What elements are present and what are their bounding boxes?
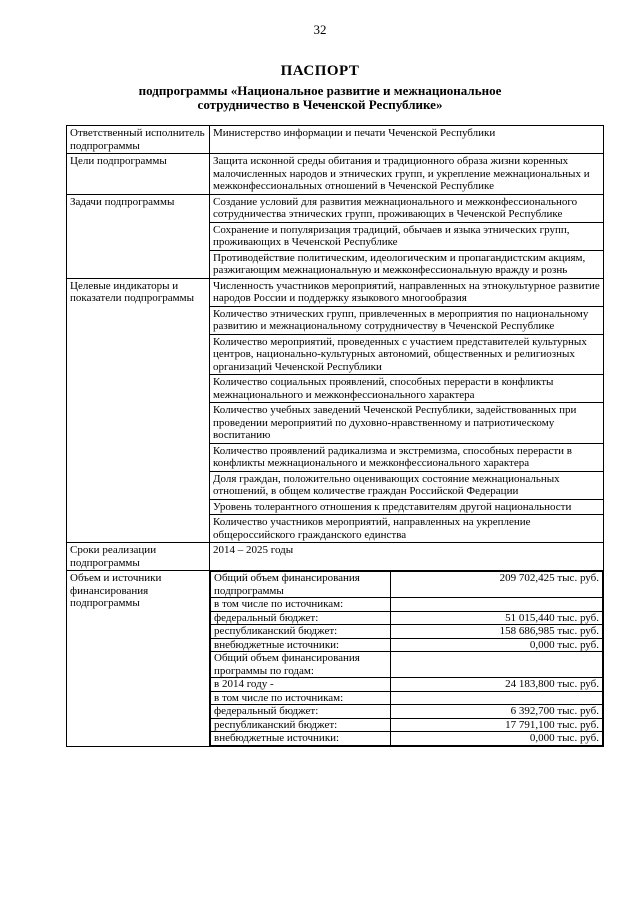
indicator-item: Количество участников мероприятий, направленных на укрепление общероссийского гражданского единства	[210, 515, 604, 543]
tasks-row	[67, 194, 604, 222]
goals-value: Защита исконной среды обитания и традиционного образа жизни коренных малочисленных народов и этнических групп, и укрепление межнациональных и межконфессиональных отношений в Чеченской Республике	[210, 154, 604, 195]
funding-extra-2014-label: внебюджетные источники:	[211, 732, 391, 746]
period-value: 2014 – 2025 годы	[210, 543, 604, 571]
funding-2014-amount: 24 183,800 тыс. руб.	[391, 678, 603, 692]
indicator-item: Количество социальных проявлений, способных перерасти в конфликты межнационального и межконфессионального характера	[210, 375, 604, 403]
funding-extra-amount: 0,000 тыс. руб.	[391, 638, 603, 652]
period-label: Сроки реализации подпрограммы	[67, 543, 210, 571]
funding-by-year-label: Общий объем финансирования программы по годам:	[211, 652, 391, 678]
funding-republic-2014-amount: 17 791,100 тыс. руб.	[391, 718, 603, 732]
task-item: Противодействие политическим, идеологическим и пропагандистским акциям, разжигающим межнациональную и межконфессиональную вражду и рознь	[210, 250, 604, 278]
goals-row	[67, 154, 604, 195]
indicators-row	[67, 278, 604, 306]
funding-empty-cell	[391, 691, 603, 705]
funding-extra-2014-amount: 0,000 тыс. руб.	[391, 732, 603, 746]
indicators-label: Целевые индикаторы и показатели подпрограммы	[67, 278, 210, 543]
indicator-item: Доля граждан, положительно оценивающих состояние межнациональных отношений, в общем количестве граждан Российской Федерации	[210, 471, 604, 499]
executor-label: Ответственный исполнитель подпрограммы	[67, 126, 210, 154]
indicator-item: Количество мероприятий, проведенных с участием представителей культурных центров, национально-культурных автономий, общественных и религиозных организаций Чеченской Республики	[210, 334, 604, 375]
passport-table	[66, 125, 604, 747]
indicator-item: Уровень толерантного отношения к представителям другой национальности	[210, 499, 604, 515]
funding-federal-amount: 51 015,440 тыс. руб.	[391, 611, 603, 625]
document-subtitle: подпрограммы «Национальное развитие и межнациональное сотрудничество в Чеченской Республике»	[138, 83, 502, 112]
funding-label: Объем и источники финансирования подпрограммы	[67, 571, 210, 747]
funding-cell	[210, 571, 604, 747]
funding-table	[210, 571, 603, 746]
funding-by-source-label: в том числе по источникам:	[211, 598, 391, 612]
indicator-item: Количество этнических групп, привлеченных в мероприятия по национальному развитию и межнациональному сотрудничеству в Чеченской Республике	[210, 306, 604, 334]
funding-empty-cell	[391, 598, 603, 612]
indicator-item: Количество проявлений радикализма и экстремизма, способных перерасти в конфликты межнационального и межконфессионального характера	[210, 443, 604, 471]
funding-federal-2014-amount: 6 392,700 тыс. руб.	[391, 705, 603, 719]
funding-row	[67, 571, 604, 747]
executor-value: Министерство информации и печати Чеченской Республики	[210, 126, 604, 154]
funding-republic-label: республиканский бюджет:	[211, 625, 391, 639]
document-title: ПАСПОРТ	[280, 63, 360, 79]
period-row	[67, 543, 604, 571]
goals-label: Цели подпрограммы	[67, 154, 210, 195]
tasks-label: Задачи подпрограммы	[67, 194, 210, 278]
executor-row	[67, 126, 604, 154]
funding-total-amount: 209 702,425 тыс. руб.	[391, 572, 603, 598]
funding-federal-2014-label: федеральный бюджет:	[211, 705, 391, 719]
funding-by-source-label-2: в том числе по источникам:	[211, 691, 391, 705]
funding-republic-amount: 158 686,985 тыс. руб.	[391, 625, 603, 639]
indicator-item: Численность участников мероприятий, направленных на этнокультурное развитие народов России и поддержку языкового многообразия	[210, 278, 604, 306]
funding-federal-label: федеральный бюджет:	[211, 611, 391, 625]
funding-republic-2014-label: республиканский бюджет:	[211, 718, 391, 732]
funding-2014-label: в 2014 году -	[211, 678, 391, 692]
funding-empty-cell	[391, 652, 603, 678]
page-number: 32	[313, 22, 327, 37]
funding-total-label: Общий объем финансирования подпрограммы	[211, 572, 391, 598]
indicator-item: Количество учебных заведений Чеченской Республики, задействованных при проведении мероприятий по духовно-нравственному и патриотическому воспитанию	[210, 403, 604, 444]
task-item: Сохранение и популяризация традиций, обычаев и языка этнических групп, проживающих в Чеченской Республике	[210, 222, 604, 250]
task-item: Создание условий для развития межнационального и межконфессионального сотрудничества этнических групп, проживающих в Чеченской Республике	[210, 194, 604, 222]
funding-extra-label: внебюджетные источники:	[211, 638, 391, 652]
